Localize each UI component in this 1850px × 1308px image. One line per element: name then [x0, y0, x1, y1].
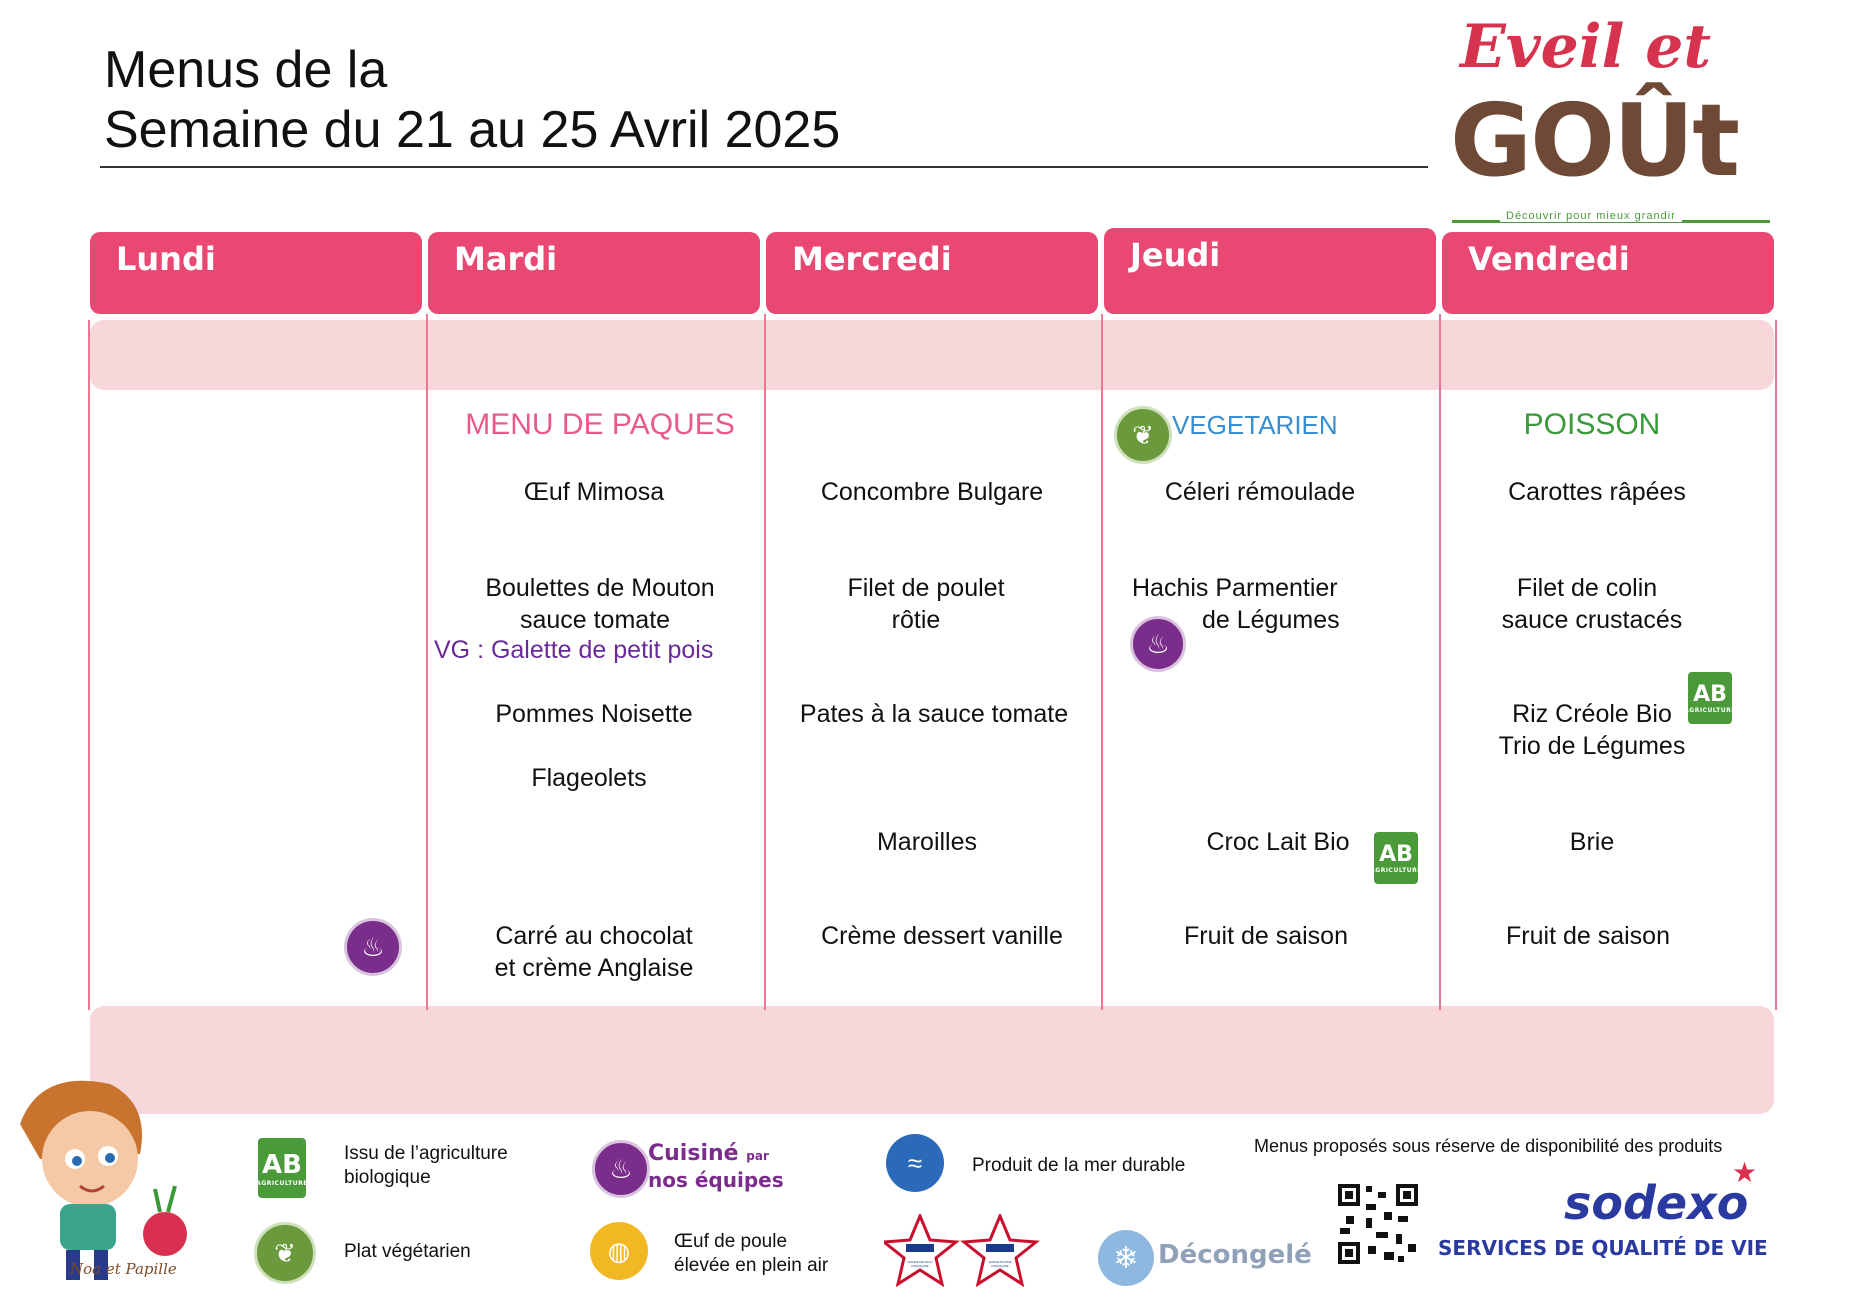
viande-francaise-icons	[884, 1214, 1044, 1288]
ab-bio-icon: AB AGRICULTURE	[1374, 832, 1418, 884]
mascot-illustration	[0, 1064, 200, 1284]
jeudi-theme: VEGETARIEN	[1172, 410, 1338, 440]
mardi-plat-line-2: sauce tomate	[519, 606, 671, 634]
mardi-vg: VG : Galette de petit pois	[434, 636, 714, 664]
sodexo-logo: sodexo	[1564, 1176, 1749, 1230]
mascot-caption: Noa et Papille	[70, 1260, 177, 1278]
legend-mer: Produit de la mer durable	[972, 1155, 1186, 1176]
mardi-plat	[428, 572, 772, 636]
qr-code	[1336, 1182, 1420, 1266]
day-header-vendredi: Vendredi	[1442, 232, 1774, 314]
column-divider	[1439, 314, 1441, 1010]
legend-oeuf-line-1: Œuf de poule	[674, 1231, 788, 1252]
vendredi-plat	[1442, 572, 1742, 636]
jeudi-plat-line-1: Hachis Parmentier	[1132, 574, 1338, 602]
vendredi-theme: POISSON	[1523, 408, 1661, 441]
viande-veau-label: VIANDE DE VEAU FRANÇAISE	[907, 1260, 933, 1268]
jeudi-plat-line-2: de Légumes	[1202, 606, 1340, 634]
legend-oeuf-line-2: élevée en plein air	[674, 1255, 829, 1276]
vendredi-accompagnement	[1442, 698, 1742, 762]
column-divider	[88, 320, 90, 1010]
ab-label: AB	[1379, 842, 1413, 867]
mercredi-accompagnement: Pates à la sauce tomate	[799, 700, 1069, 728]
chef-hat-icon: ♨	[344, 918, 402, 976]
title-line-1: Menus de la	[104, 41, 388, 99]
vendredi-fromage: Brie	[1569, 828, 1615, 856]
column-divider	[1775, 320, 1777, 1010]
day-header-lundi: Lundi	[90, 232, 422, 314]
vendredi-dessert: Fruit de saison	[1506, 922, 1670, 950]
jeudi-entree: Céleri rémoulade	[1164, 478, 1356, 506]
ab-bio-icon: AB AGRICULTURE	[258, 1138, 306, 1198]
jeudi-fromage: Croc Lait Bio	[1206, 828, 1350, 856]
mardi-accompagnement-2: Flageolets	[531, 764, 647, 792]
legend-reserve: Menus proposés sous réserve de disponibilité des produits	[1254, 1136, 1723, 1156]
legend-bio-line-1: Issu de l’agriculture	[344, 1143, 508, 1164]
vendredi-plat-line-1: Filet de colin	[1516, 574, 1658, 602]
vendredi-plat-line-2: sauce crustacés	[1501, 606, 1683, 634]
logo-script: Eveil et	[1460, 12, 1712, 82]
snowflake-icon: ❄	[1098, 1230, 1154, 1286]
mardi-dessert-line-1: Carré au chocolat	[495, 922, 693, 950]
legend-decongele: Décongelé	[1158, 1240, 1312, 1270]
mercredi-plat	[766, 572, 1086, 636]
vegetarian-icon: ❦	[1114, 406, 1172, 464]
eveil-et-gout-logo	[1440, 12, 1780, 232]
legend-cuisine-par: par	[746, 1149, 769, 1163]
vegetarian-icon: ❦	[254, 1222, 316, 1284]
legend-oeuf	[674, 1230, 828, 1278]
mardi-theme: MENU DE PAQUES	[465, 408, 735, 441]
mascot-drawing	[0, 1064, 200, 1284]
day-header-jeudi: Jeudi	[1104, 228, 1436, 314]
title-underline	[100, 166, 1428, 168]
mardi-plat-line-1: Boulettes de Mouton	[485, 574, 715, 602]
legend-cuisine	[648, 1142, 784, 1193]
logo-tagline: Découvrir pour mieux grandir	[1500, 210, 1682, 222]
vendredi-accomp-line-1: Riz Créole Bio	[1512, 700, 1672, 728]
page-title	[104, 40, 840, 160]
mardi-dessert-line-2: et crème Anglaise	[494, 954, 694, 982]
column-divider	[1101, 314, 1103, 1010]
top-band	[90, 320, 1774, 390]
vendredi-accomp-line-2: Trio de Légumes	[1498, 732, 1686, 760]
title-line-2: Semaine du 21 au 25 Avril 2025	[104, 101, 841, 159]
legend-vegetarien: Plat végétarien	[344, 1241, 471, 1262]
chef-hat-icon: ♨	[592, 1140, 650, 1198]
mardi-entree: Œuf Mimosa	[523, 478, 665, 506]
ab-label: AB	[1693, 682, 1727, 707]
legend-bio-line-2: biologique	[344, 1167, 431, 1188]
mardi-dessert	[428, 920, 760, 984]
bottom-band	[90, 1006, 1774, 1114]
chef-hat-icon: ♨	[1130, 616, 1186, 672]
day-header-mardi: Mardi	[428, 232, 760, 314]
jeudi-dessert: Fruit de saison	[1184, 922, 1348, 950]
mardi-accompagnement-1: Pommes Noisette	[495, 700, 693, 728]
sodexo-tagline: SERVICES DE QUALITÉ DE VIE	[1438, 1236, 1768, 1260]
ab-bio-icon: AB AGRICULTURE	[1688, 672, 1732, 724]
logo-main: GOÛt	[1450, 82, 1739, 199]
vendredi-entree: Carottes râpées	[1508, 478, 1686, 506]
ab-label: AB	[262, 1149, 302, 1180]
qr-code-drawing	[1336, 1182, 1420, 1266]
viande-stars	[884, 1214, 1044, 1288]
legend-cuisine-line-2: nos équipes	[648, 1168, 784, 1192]
legend-cuisine-line-1: Cuisiné	[648, 1141, 739, 1166]
mercredi-fromage: Maroilles	[876, 828, 978, 856]
day-header-mercredi: Mercredi	[766, 232, 1098, 314]
mercredi-dessert: Crème dessert vanille	[821, 922, 1063, 950]
egg-icon: ◍	[590, 1222, 648, 1280]
mercredi-entree: Concombre Bulgare	[820, 478, 1044, 506]
mercredi-plat-line-1: Filet de poulet	[847, 574, 1005, 602]
mercredi-plat-line-2: rôtie	[891, 606, 941, 634]
sodexo-star-icon: ★	[1732, 1157, 1758, 1188]
legend-bio	[344, 1142, 508, 1190]
sustainable-fish-icon: ≈	[886, 1134, 944, 1192]
viande-bovine-label: VIANDE BOVINE FRANÇAISE	[988, 1260, 1012, 1268]
